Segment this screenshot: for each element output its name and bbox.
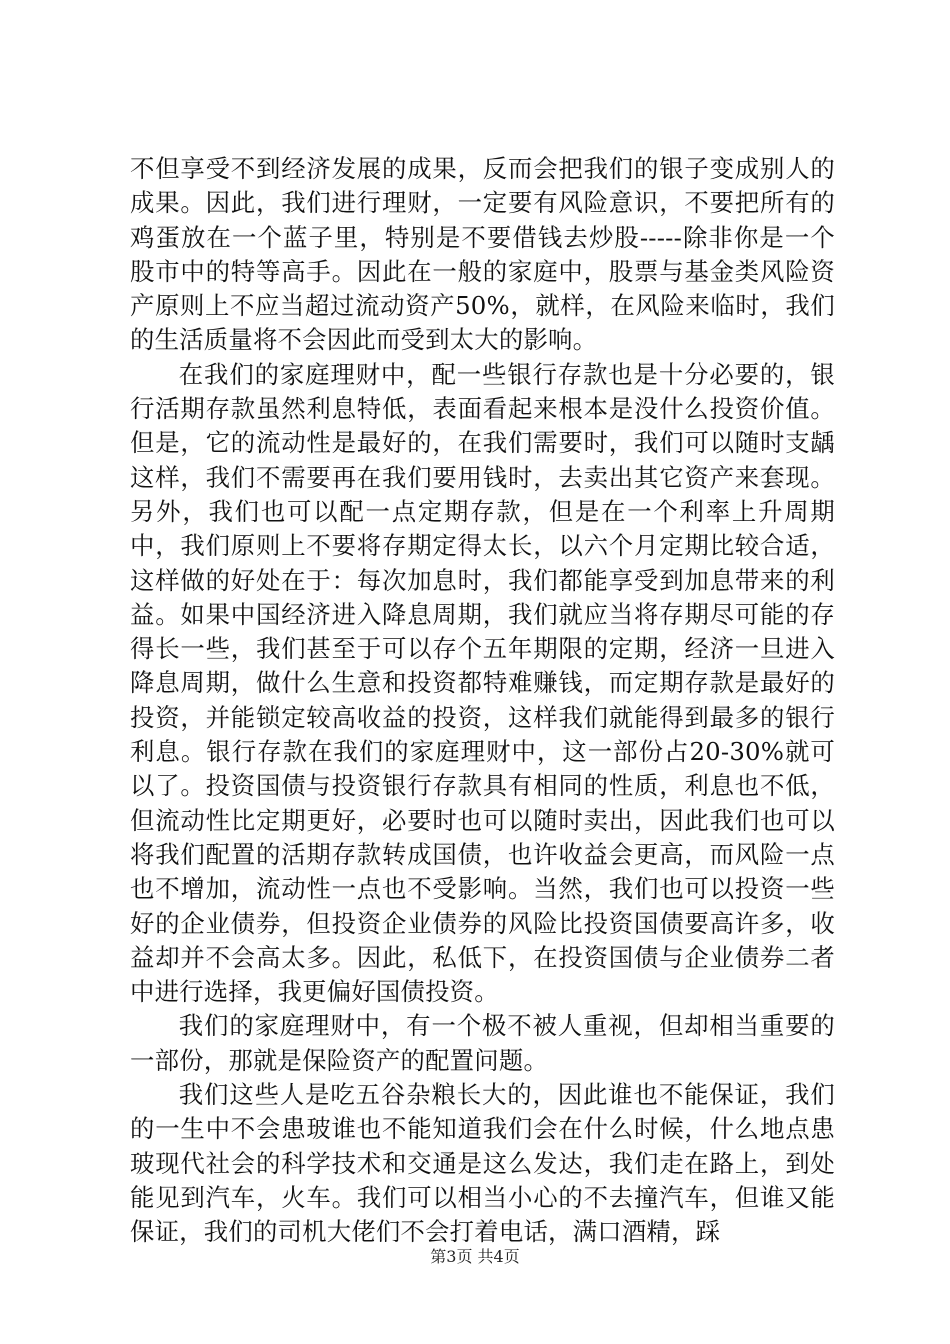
- page-number-footer: 第3页 共4页: [430, 1247, 520, 1266]
- paragraph-1: 不但享受不到经济发展的成果，反而会把我们的银子变成别人的成果。因此，我们进行理财，一定要有风险意识，不要把所有的鸡蛋放在一个蓝子里，特别是不要借钱去炒股-----除非你是一个股市中的特等高手。因此在一般的家庭中，股票与基金类风险资产原则上不应当超过流动资产50%，就样，在风险来临时，我们的生活质量将不会因此而受到太大的影响。: [130, 154, 835, 355]
- paragraph-4: 我们这些人是吃五谷杂粮长大的，因此谁也不能保证，我们的一生中不会患玻谁也不能知道我们会在什么时候，什么地点患玻现代社会的科学技术和交通是这么发达，我们走在路上，到处能见到汽车，火车。我们可以相当小心的不去撞汽车，但谁又能保证，我们的司机大佬们不会打着电话，满口酒精，踩: [130, 1080, 835, 1247]
- paragraph-2: 在我们的家庭理财中，配一些银行存款也是十分必要的，银行活期存款虽然利息特低，表面看起来根本是没什么投资价值。但是，它的流动性是最好的，在我们需要时，我们可以随时支龋这样，我们不需要再在我们要用钱时，去卖出其它资产来套现。另外，我们也可以配一点定期存款，但是在一个利率上升周期中，我们原则上不要将存期定得太长，以六个月定期比较合适，这样做的好处在于：每次加息时，我们都能享受到加息带来的利益。如果中国经济进入降息周期，我们就应当将存期尽可能的存得长一些，我们甚至于可以存个五年期限的定期，经济一旦进入降息周期，做什么生意和投资都特难赚钱，而定期存款是最好的投资，并能锁定较高收益的投资，这样我们就能得到最多的银行利息。银行存款在我们的家庭理财中，这一部份占20-30%就可以了。投资国债与投资银行存款具有相同的性质，利息也不低，但流动性比定期更好，必要时也可以随时卖出，因此我们也可以将我们配置的活期存款转成国债，也许收益会更高，而风险一点也不增加，流动性一点也不受影响。当然，我们也可以投资一些好的企业债券，但投资企业债券的风险比投资国债要高许多，收益却并不会高太多。因此，私低下，在投资国债与企业债券二者中进行选择，我更偏好国债投资。: [130, 359, 835, 1007]
- paragraph-3: 我们的家庭理财中，有一个极不被人重视，但却相当重要的一部份，那就是保险资产的配置问题。: [130, 1011, 835, 1075]
- document-body: [130, 152, 835, 1250]
